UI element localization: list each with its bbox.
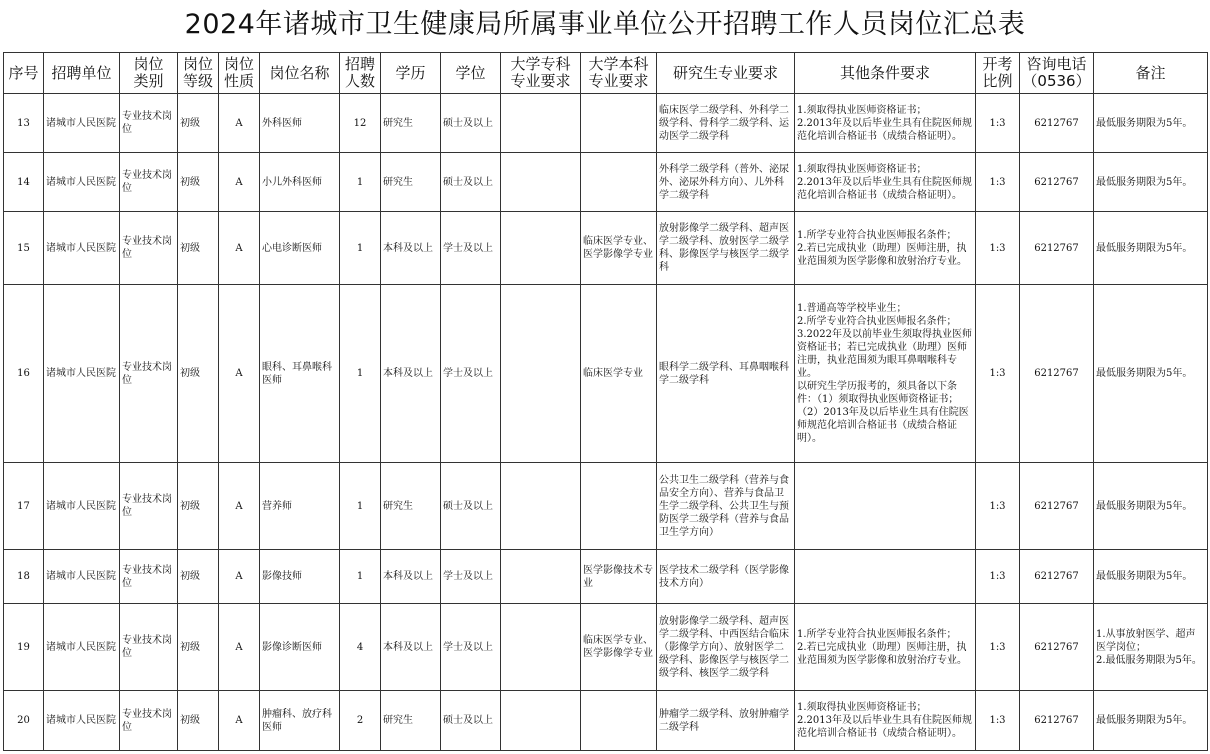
cell-note: 1.从事放射医学、超声医学岗位； 2.最低服务期限为5年。 <box>1094 604 1208 691</box>
cell-note: 最低服务期限为5年。 <box>1094 153 1208 212</box>
cell-college-major <box>501 153 581 212</box>
cell-count: 12 <box>340 94 381 153</box>
cell-graduate-major: 外科学二级学科（普外、泌尿外、泌尿外科方向）、儿外科学二级学科 <box>657 153 795 212</box>
cell-degree: 学士及以上 <box>441 550 501 604</box>
cell-bachelor-major: 临床医学专业、医学影像学专业 <box>581 212 657 285</box>
cell-education: 本科及以上 <box>381 212 441 285</box>
cell-bachelor-major <box>581 153 657 212</box>
header-ratio: 开考 比例 <box>976 53 1020 94</box>
cell-education: 研究生 <box>381 94 441 153</box>
header-graduate-major: 研究生专业要求 <box>657 53 795 94</box>
cell-ratio: 1:3 <box>976 463 1020 550</box>
cell-unit: 诸城市人民医院 <box>44 285 120 463</box>
header-count: 招聘 人数 <box>340 53 381 94</box>
cell-position: 外科医师 <box>260 94 340 153</box>
cell-count: 1 <box>340 212 381 285</box>
cell-note: 最低服务期限为5年。 <box>1094 94 1208 153</box>
cell-no: 19 <box>4 604 44 691</box>
cell-level: 初级 <box>178 94 219 153</box>
cell-degree: 硕士及以上 <box>441 691 501 751</box>
cell-category: 专业技术岗位 <box>120 212 178 285</box>
cell-position: 小儿外科医师 <box>260 153 340 212</box>
cell-bachelor-major <box>581 691 657 751</box>
cell-note: 最低服务期限为5年。 <box>1094 691 1208 751</box>
cell-count: 2 <box>340 691 381 751</box>
cell-unit: 诸城市人民医院 <box>44 94 120 153</box>
cell-position: 心电诊断医师 <box>260 212 340 285</box>
cell-degree: 学士及以上 <box>441 212 501 285</box>
cell-graduate-major: 肿瘤学二级学科、放射肿瘤学二级学科 <box>657 691 795 751</box>
header-level: 岗位 等级 <box>178 53 219 94</box>
header-other-conditions: 其他条件要求 <box>795 53 976 94</box>
cell-unit: 诸城市人民医院 <box>44 550 120 604</box>
cell-phone: 6212767 <box>1020 691 1094 751</box>
cell-note: 最低服务期限为5年。 <box>1094 212 1208 285</box>
cell-other-conditions: 1.须取得执业医师资格证书； 2.2013年及以后毕业生具有住院医师规范化培训合格证书（成绩合格证明）。 <box>795 691 976 751</box>
header-bachelor-major: 大学本科 专业要求 <box>581 53 657 94</box>
cell-note: 最低服务期限为5年。 <box>1094 550 1208 604</box>
table-row <box>4 463 1208 550</box>
cell-note: 最低服务期限为5年。 <box>1094 285 1208 463</box>
cell-position: 肿瘤科、放疗科医师 <box>260 691 340 751</box>
table-row <box>4 153 1208 212</box>
page-title: 2024年诸城市卫生健康局所属事业单位公开招聘工作人员岗位汇总表 <box>184 9 1026 40</box>
cell-education: 研究生 <box>381 153 441 212</box>
cell-college-major <box>501 691 581 751</box>
cell-degree: 硕士及以上 <box>441 94 501 153</box>
cell-education: 本科及以上 <box>381 550 441 604</box>
cell-position: 影像诊断医师 <box>260 604 340 691</box>
positions-table <box>3 52 1208 751</box>
cell-position: 眼科、耳鼻喉科医师 <box>260 285 340 463</box>
cell-nature: A <box>219 212 260 285</box>
cell-other-conditions: 1.须取得执业医师资格证书； 2.2013年及以后毕业生具有住院医师规范化培训合格证书（成绩合格证明）。 <box>795 94 976 153</box>
cell-degree: 学士及以上 <box>441 285 501 463</box>
header-college-major: 大学专科 专业要求 <box>501 53 581 94</box>
cell-phone: 6212767 <box>1020 604 1094 691</box>
cell-unit: 诸城市人民医院 <box>44 212 120 285</box>
cell-category: 专业技术岗位 <box>120 94 178 153</box>
cell-degree: 硕士及以上 <box>441 463 501 550</box>
cell-count: 1 <box>340 550 381 604</box>
cell-phone: 6212767 <box>1020 285 1094 463</box>
cell-no: 18 <box>4 550 44 604</box>
table-row <box>4 604 1208 691</box>
cell-category: 专业技术岗位 <box>120 463 178 550</box>
cell-bachelor-major: 医学影像技术专业 <box>581 550 657 604</box>
cell-phone: 6212767 <box>1020 463 1094 550</box>
cell-college-major <box>501 463 581 550</box>
cell-graduate-major: 公共卫生二级学科（营养与食品安全方向）、营养与食品卫生学二级学科、公共卫生与预防医学二级学科（营养与食品卫生学方向） <box>657 463 795 550</box>
cell-unit: 诸城市人民医院 <box>44 604 120 691</box>
cell-education: 研究生 <box>381 691 441 751</box>
cell-ratio: 1:3 <box>976 691 1020 751</box>
cell-bachelor-major <box>581 463 657 550</box>
header-row <box>4 53 1208 94</box>
cell-nature: A <box>219 691 260 751</box>
cell-category: 专业技术岗位 <box>120 550 178 604</box>
cell-nature: A <box>219 153 260 212</box>
table-row <box>4 691 1208 751</box>
cell-position: 影像技师 <box>260 550 340 604</box>
table-row <box>4 212 1208 285</box>
cell-ratio: 1:3 <box>976 153 1020 212</box>
cell-category: 专业技术岗位 <box>120 691 178 751</box>
cell-no: 15 <box>4 212 44 285</box>
header-nature: 岗位 性质 <box>219 53 260 94</box>
cell-graduate-major: 眼科学二级学科、耳鼻咽喉科学二级学科 <box>657 285 795 463</box>
table-row <box>4 285 1208 463</box>
cell-level: 初级 <box>178 691 219 751</box>
cell-college-major <box>501 212 581 285</box>
cell-level: 初级 <box>178 212 219 285</box>
cell-other-conditions: 1.须取得执业医师资格证书； 2.2013年及以后毕业生具有住院医师规范化培训合格证书（成绩合格证明）。 <box>795 153 976 212</box>
cell-count: 4 <box>340 604 381 691</box>
cell-ratio: 1:3 <box>976 212 1020 285</box>
cell-unit: 诸城市人民医院 <box>44 153 120 212</box>
cell-ratio: 1:3 <box>976 94 1020 153</box>
cell-no: 13 <box>4 94 44 153</box>
header-unit: 招聘单位 <box>44 53 120 94</box>
cell-graduate-major: 放射影像学二级学科、超声医学二级学科、中西医结合临床（影像学方向）、放射医学二级学科、影像医学与核医学二级学科、核医学二级学科 <box>657 604 795 691</box>
cell-no: 20 <box>4 691 44 751</box>
cell-other-conditions <box>795 550 976 604</box>
cell-phone: 6212767 <box>1020 94 1094 153</box>
cell-education: 本科及以上 <box>381 285 441 463</box>
cell-phone: 6212767 <box>1020 153 1094 212</box>
cell-ratio: 1:3 <box>976 285 1020 463</box>
cell-education: 本科及以上 <box>381 604 441 691</box>
cell-no: 14 <box>4 153 44 212</box>
cell-nature: A <box>219 550 260 604</box>
cell-count: 1 <box>340 463 381 550</box>
cell-other-conditions: 1.所学专业符合执业医师报名条件； 2.若已完成执业（助理）医师注册，执业范围须为医学影像和放射治疗专业。 <box>795 604 976 691</box>
header-education: 学历 <box>381 53 441 94</box>
cell-level: 初级 <box>178 604 219 691</box>
cell-no: 16 <box>4 285 44 463</box>
cell-nature: A <box>219 604 260 691</box>
cell-college-major <box>501 94 581 153</box>
table-row <box>4 94 1208 153</box>
cell-graduate-major: 临床医学二级学科、外科学二级学科、骨科学二级学科、运动医学二级学科 <box>657 94 795 153</box>
cell-level: 初级 <box>178 550 219 604</box>
cell-category: 专业技术岗位 <box>120 153 178 212</box>
header-category: 岗位 类别 <box>120 53 178 94</box>
cell-degree: 学士及以上 <box>441 604 501 691</box>
cell-nature: A <box>219 94 260 153</box>
cell-phone: 6212767 <box>1020 212 1094 285</box>
cell-count: 1 <box>340 153 381 212</box>
cell-category: 专业技术岗位 <box>120 604 178 691</box>
header-phone: 咨询电话 （0536） <box>1020 53 1094 94</box>
table-row <box>4 550 1208 604</box>
cell-other-conditions: 1.所学专业符合执业医师报名条件； 2.若已完成执业（助理）医师注册，执业范围须为医学影像和放射治疗专业。 <box>795 212 976 285</box>
cell-bachelor-major: 临床医学专业、医学影像学专业 <box>581 604 657 691</box>
cell-count: 1 <box>340 285 381 463</box>
cell-other-conditions <box>795 463 976 550</box>
cell-graduate-major: 放射影像学二级学科、超声医学二级学科、放射医学二级学科、影像医学与核医学二级学科 <box>657 212 795 285</box>
cell-other-conditions: 1.普通高等学校毕业生； 2.所学专业符合执业医师报名条件； 3.2022年及以前毕业生须取得执业医师资格证书；若已完成执业（助理）医师注册，执业范围须为眼耳鼻咽喉科专业。 以研究生学历报考的，须具备以下条件：（1）须取得执业医师资格证书；（2）2013年及以后毕业生具有住院医师规范化培训合格证书（成绩合格证明）。 <box>795 285 976 463</box>
cell-level: 初级 <box>178 285 219 463</box>
cell-ratio: 1:3 <box>976 604 1020 691</box>
cell-college-major <box>501 285 581 463</box>
cell-college-major <box>501 604 581 691</box>
header-degree: 学位 <box>441 53 501 94</box>
header-position: 岗位名称 <box>260 53 340 94</box>
header-no: 序号 <box>4 53 44 94</box>
cell-ratio: 1:3 <box>976 550 1020 604</box>
cell-graduate-major: 医学技术二级学科（医学影像技术方向） <box>657 550 795 604</box>
cell-nature: A <box>219 285 260 463</box>
cell-no: 17 <box>4 463 44 550</box>
cell-note: 最低服务期限为5年。 <box>1094 463 1208 550</box>
cell-nature: A <box>219 463 260 550</box>
cell-education: 研究生 <box>381 463 441 550</box>
cell-position: 营养师 <box>260 463 340 550</box>
cell-degree: 硕士及以上 <box>441 153 501 212</box>
cell-unit: 诸城市人民医院 <box>44 463 120 550</box>
cell-bachelor-major: 临床医学专业 <box>581 285 657 463</box>
cell-level: 初级 <box>178 463 219 550</box>
cell-category: 专业技术岗位 <box>120 285 178 463</box>
cell-phone: 6212767 <box>1020 550 1094 604</box>
cell-college-major <box>501 550 581 604</box>
header-note: 备注 <box>1094 53 1208 94</box>
cell-unit: 诸城市人民医院 <box>44 691 120 751</box>
cell-level: 初级 <box>178 153 219 212</box>
cell-bachelor-major <box>581 94 657 153</box>
